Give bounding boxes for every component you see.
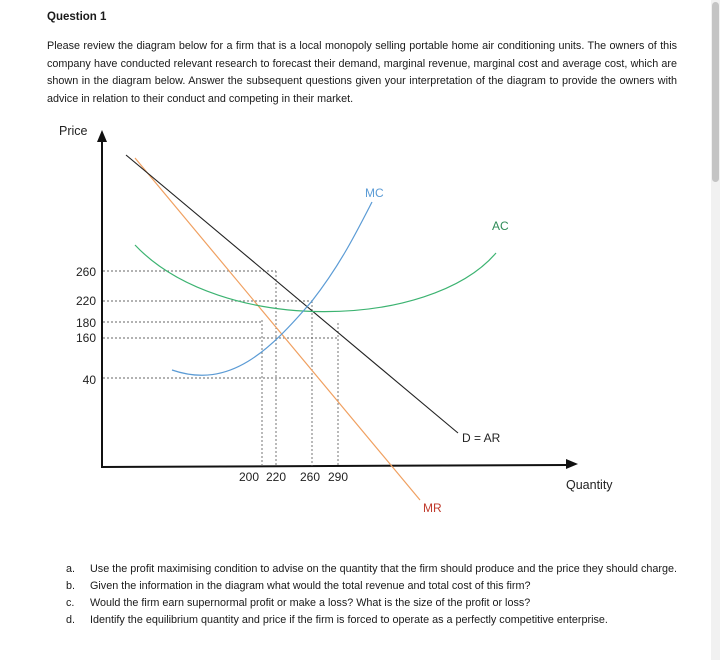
question-d-label: d. — [66, 614, 76, 626]
question-b-text: Given the information in the diagram what would the total revenue and total cost of this firm? — [90, 580, 531, 592]
y-tick-260: 260 — [75, 265, 96, 279]
y-tick-40: 40 — [82, 373, 96, 387]
question-b — [66, 578, 678, 595]
ac-label: AC — [492, 219, 509, 233]
question-b-label: b. — [66, 580, 76, 592]
question-a-label: a. — [66, 563, 76, 575]
x-tick-290: 290 — [327, 470, 349, 484]
question-d-text: Identify the equilibrium quantity and price if the firm is forced to operate as a perfectly competitive enterprise. — [90, 614, 608, 626]
question-c-text: Would the firm earn supernormal profit or make a loss? What is the size of the profit or loss? — [90, 597, 531, 609]
demand-label: D = AR — [462, 431, 501, 445]
x-axis-arrow — [566, 459, 578, 469]
x-axis — [101, 465, 568, 467]
y-axis-label: Price — [59, 124, 88, 138]
question-heading: Question 1 — [47, 11, 107, 23]
mr-label: MR — [423, 501, 442, 515]
x-axis-label: Quantity — [566, 478, 613, 492]
question-intro: Please review the diagram below for a firm that is a local monopoly selling portable home air conditioning units. The owners of this company have conducted relevant research to forecast their demand, marginal revenue, marginal cost and average cost, which are shown in the diagram below. Answer the subsequent questions given your interpretation of the diagram to provide the owners with advice in relation to their conduct and competing in their market. — [47, 40, 677, 105]
question-d — [66, 612, 678, 629]
question-list — [66, 561, 678, 629]
y-axis-arrow — [97, 130, 107, 142]
question-a-text: Use the profit maximising condition to advise on the quantity that the firm should produce and the price they should charge. — [90, 563, 677, 575]
x-tick-220: 220 — [265, 470, 287, 484]
x-tick-260: 260 — [299, 470, 321, 484]
scrollbar-thumb[interactable] — [712, 2, 719, 182]
x-tick-200: 200 — [238, 470, 260, 484]
mr-curve — [135, 158, 420, 500]
question-c-label: c. — [66, 597, 75, 609]
demand-curve — [126, 155, 458, 433]
mc-label: MC — [365, 186, 384, 200]
ac-curve — [135, 245, 496, 312]
question-a — [66, 561, 678, 578]
y-tick-160: 160 — [75, 331, 96, 345]
question-c — [66, 595, 678, 612]
y-tick-180: 180 — [75, 316, 96, 330]
page-scrollbar[interactable] — [711, 0, 720, 660]
y-tick-220: 220 — [75, 294, 96, 308]
